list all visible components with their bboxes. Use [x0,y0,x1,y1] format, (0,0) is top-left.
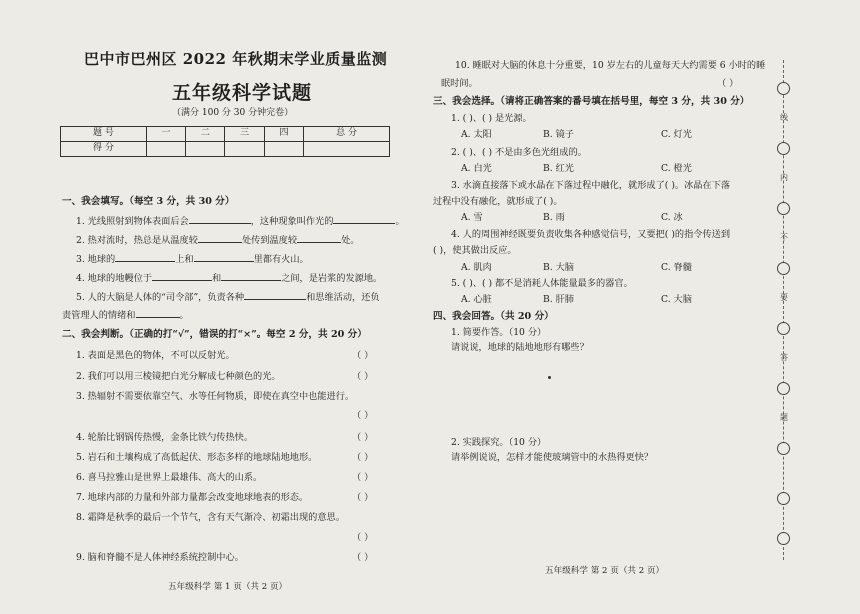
answer-paren[interactable]: （ ） [352,492,374,503]
choice-option: C. 橙光 [661,163,692,174]
judge-item: 3. 热辐射不需要依靠空气、水等任何物质，即使在真空中也能进行。 [76,391,355,402]
choice-option: C. 灯光 [661,129,692,140]
page-footer: 五年级科学 第 2 页（共 2 页） [545,566,665,576]
choice-question-5: 5. ( )、( ) 都不是消耗人体能量最多的器官。 [451,278,633,289]
binding-line [783,60,785,560]
answer-blank[interactable] [244,291,306,300]
answer-paren[interactable]: （ ） [352,371,374,382]
answer-question-1-title: 1. 简要作答。（10 分） [451,327,547,338]
score-row-label: 得 分 [61,142,147,157]
choice-option: C. 脊髓 [661,262,692,273]
answer-area-1[interactable] [451,358,751,428]
section-2-heading: 二、我会判断。（正确的打“√”，错误的打“×”。每空 2 分，共 20 分） [62,329,367,340]
score-header-cell: 题 号 [61,127,147,142]
judge-item: 9. 脑和脊髓不是人体神经系统控制中心。 [76,552,244,563]
binding-margin-label: 线 [780,113,788,122]
binding-margin-label: 题 [780,413,788,422]
choice-question-3-cont: 过程中没有融化，就形成了( )。 [433,196,563,207]
score-header-cell: 一 [146,127,185,142]
judge-item: 1. 表面是黑色的物体，不可以反射光。 [76,350,235,361]
answer-blank[interactable] [136,309,180,318]
answer-question-1-text: 请说说，地球的陆地地形有哪些？ [451,342,589,353]
choice-question-4: 4. 人的周围神经既要负责收集各种感觉信号，又要把( )的指令传送到 [451,229,731,240]
answer-blank[interactable] [198,234,242,243]
answer-blank[interactable] [152,272,212,281]
choice-option: C. 冰 [661,212,683,223]
page-1 [0,0,425,614]
judge-item-10-cont: 眠时间。 [441,78,478,89]
score-table [60,126,390,157]
exam-title: 巴中市巴州区 2022 年秋期末学业质量监测 [84,50,388,68]
choice-question-1: 1. ( )、( ) 是光源。 [451,113,532,124]
choice-option: B. 雨 [543,212,565,223]
subject-title: 五年级科学试题 [172,82,313,104]
fill-question-3: 3. 地球的 上和 里都有火山。 [76,254,309,265]
choice-option: A. 心脏 [461,294,492,305]
answer-blank[interactable] [333,215,395,224]
judge-item: 8. 霜降是秋季的最后一个节气，含有天气渐冷、初霜出现的意思。 [76,512,345,523]
score-cell[interactable] [186,142,225,157]
fill-question-5-cont: 责管理人的情绪和 。 [62,310,189,321]
fill-question-5: 5. 人的大脑是人体的“司令部”，负责各种 和思维活动，还负 [76,292,380,303]
choice-option: B. 镜子 [543,129,574,140]
binding-margin-label: 不 [780,233,788,242]
section-4-heading: 四、我会回答。（共 20 分） [433,311,554,322]
section-3-heading: 三、我会选择。（请将正确答案的番号填在括号里，每空 3 分，共 30 分） [433,96,750,107]
answer-paren[interactable]: （ ） [352,410,374,421]
choice-option: B. 大脑 [543,262,574,273]
judge-item: 4. 轮胎比钢锅传热慢，金条比铁勺传热快。 [76,432,254,443]
fill-question-1: 1. 光线照射到物体表面后会 ，这种现象叫作光的 。 [76,216,405,227]
score-cell[interactable] [146,142,185,157]
fill-question-4: 4. 地球的地幔位于 和 之间，是岩浆的发源地。 [76,273,383,284]
fill-question-2: 2. 热对流时，热总是从温度较 处传到温度较 处。 [76,235,360,246]
binding-hole-icon [777,492,790,505]
choice-option: B. 红光 [543,163,574,174]
binding-margin-label: 答 [780,353,788,362]
binding-hole-icon [777,82,790,95]
binding-hole-icon [777,202,790,215]
answer-paren[interactable]: （ ） [352,472,374,483]
judge-item: 2. 我们可以用三棱镜把白光分解成七种颜色的光。 [76,371,281,382]
answer-blank[interactable] [189,215,251,224]
page-2 [425,0,780,614]
binding-hole-icon [777,142,790,155]
exam-subtitle: （满分 100 分 30 分钟完卷） [172,108,294,118]
choice-option: A. 肌肉 [461,262,492,273]
score-header-cell: 二 [186,127,225,142]
scan-speck [548,376,551,379]
binding-hole-icon [777,382,790,395]
score-cell[interactable] [304,142,390,157]
answer-paren[interactable]: （ ） [352,432,374,443]
choice-question-2: 2. ( )、( ) 不是由多色光组成的。 [451,147,587,158]
answer-question-2-text: 请举例说说，怎样才能使玻璃管中的水热得更快？ [451,452,654,463]
score-cell[interactable] [264,142,303,157]
answer-blank[interactable] [297,234,341,243]
binding-margin-label: 内 [780,173,788,182]
answer-blank[interactable] [221,272,281,281]
score-header-cell: 三 [225,127,264,142]
binding-margin-label: 要 [780,293,788,302]
judge-item: 7. 地球内部的力量和外部力量都会改变地球地表的形态。 [76,492,309,503]
choice-option: A. 太阳 [461,129,492,140]
page-footer: 五年级科学 第 1 页（共 2 页） [168,582,288,592]
answer-paren[interactable]: （ ） [352,350,374,361]
judge-item: 5. 岩石和土壤构成了高低起伏、形态多样的地球陆地地形。 [76,452,318,463]
choice-option: C. 大脑 [661,294,692,305]
choice-question-4-cont: ( )，使其做出反应。 [433,245,517,256]
binding-hole-icon [777,262,790,275]
answer-paren[interactable]: （ ） [352,452,374,463]
binding-hole-icon [777,322,790,335]
answer-paren[interactable]: （ ） [352,532,374,543]
answer-blank[interactable] [194,253,254,262]
score-cell[interactable] [225,142,264,157]
score-header-cell: 四 [264,127,303,142]
choice-question-3: 3. 水滴直接落下或水晶在下落过程中融化，就形成了( )。冰晶在下落 [451,180,731,191]
score-header-cell: 总 分 [304,127,390,142]
binding-hole-icon [777,532,790,545]
answer-paren[interactable]: （ ） [717,78,739,89]
answer-area-2[interactable] [451,468,751,568]
section-1-heading: 一、我会填写。（每空 3 分，共 30 分） [62,196,235,207]
choice-option: A. 白光 [461,163,492,174]
binding-hole-icon [777,442,790,455]
choice-option: A. 雪 [461,212,483,223]
answer-question-2-title: 2. 实践探究。（10 分） [451,437,547,448]
judge-item-10: 10. 睡眠对大脑的休息十分重要，10 岁左右的儿童每天大约需要 6 小时的睡 [455,60,766,71]
answer-blank[interactable] [115,253,175,262]
judge-item: 6. 喜马拉雅山是世界上最雄伟、高大的山系。 [76,472,263,483]
answer-paren[interactable]: （ ） [352,552,374,563]
choice-option: B. 肝肺 [543,294,574,305]
